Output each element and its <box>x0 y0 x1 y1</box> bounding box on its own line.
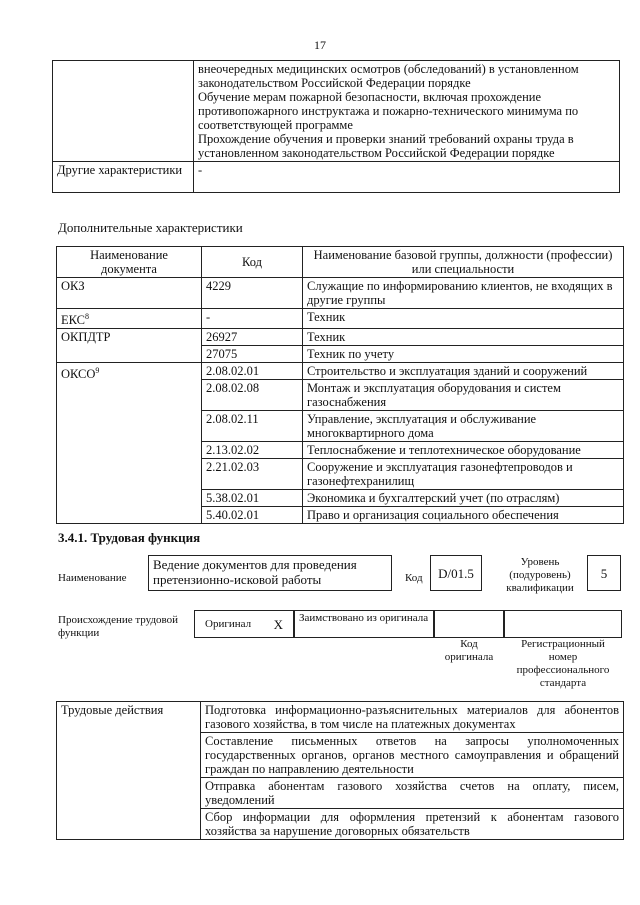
footnote-mark: 8 <box>85 312 89 321</box>
header-code: Код <box>202 247 303 278</box>
cell-code: 2.08.02.01 <box>202 363 303 380</box>
top-table <box>52 60 620 193</box>
action-item: Подготовка информационно-разъяснительных материалов для абонентов газового хозяйства, в том числе на платежных документах <box>201 702 624 733</box>
additional-title: Дополнительные характеристики <box>58 220 243 235</box>
cell-name: Техник <box>303 309 624 329</box>
cell-doc <box>57 309 202 329</box>
actions-label: Трудовые действия <box>57 702 201 840</box>
cell-code: 5.38.02.01 <box>202 490 303 507</box>
original-mark: X <box>273 616 283 632</box>
row-label: Другие характеристики <box>53 162 194 193</box>
code-label: Код <box>405 572 423 584</box>
section-title: 3.4.1. Трудовая функция <box>58 530 201 545</box>
doc-name: ОКСО <box>61 367 96 382</box>
cell-code: 27075 <box>202 346 303 363</box>
original-label: Оригинал <box>205 617 252 630</box>
cell-code: 5.40.02.01 <box>202 507 303 524</box>
cell-doc <box>57 363 202 524</box>
cell-name: Экономика и бухгалтерский учет (по отраслям) <box>303 490 624 507</box>
code-original-box <box>434 610 504 638</box>
cell-name: Монтаж и эксплуатация оборудования и систем газоснабжения <box>303 380 624 411</box>
cell-name: Техник по учету <box>303 346 624 363</box>
table-row <box>57 363 624 380</box>
table-row <box>57 329 624 346</box>
header-name: Наименование базовой группы, должности (профессии) или специальности <box>303 247 624 278</box>
original-box <box>194 610 294 638</box>
content-line: Прохождение обучения и проверки знаний требований охраны труда в установленном законодательством Российской Федерации порядке <box>198 132 574 160</box>
action-item: Отправка абонентам газового хозяйства счетов на оплату, писем, уведомлений <box>201 778 624 809</box>
header-doc: Наименование документа <box>57 247 202 278</box>
cell-code: 2.13.02.02 <box>202 442 303 459</box>
name-label: Наименование <box>58 572 127 584</box>
row-label <box>53 61 194 162</box>
cell-doc: ОКЗ <box>57 278 202 309</box>
level-value-box: 5 <box>587 555 621 591</box>
reg-number-box <box>504 610 622 638</box>
reg-number-label: Регистрационный номер профессионального стандарта <box>516 638 610 689</box>
function-name-box: Ведение документов для проведения претензионно-исковой работы <box>148 555 392 591</box>
action-item: Сбор информации для оформления претензий к абонентам газового хозяйства за нарушение договорных обязательств <box>201 809 624 840</box>
cell-code: 26927 <box>202 329 303 346</box>
additional-table <box>56 246 624 524</box>
level-label: Уровень (подуровень) квалификации <box>506 556 574 594</box>
content-line: внеочередных медицинских осмотров (обследований) в установленном законодательством Российской Федерации порядке <box>198 62 579 90</box>
cell-name: Техник <box>303 329 624 346</box>
cell-code: 2.08.02.11 <box>202 411 303 442</box>
cell-name: Строительство и эксплуатация зданий и сооружений <box>303 363 624 380</box>
row-value: - <box>194 162 620 193</box>
cell-name: Теплоснабжение и теплотехническое оборудование <box>303 442 624 459</box>
table-row <box>53 162 620 193</box>
table-row <box>57 278 624 309</box>
page-number: 17 <box>314 38 326 52</box>
code-original-label: Код оригинала <box>444 638 494 663</box>
origin-label: Происхождение трудовой функции <box>58 614 179 639</box>
cell-name: Управление, эксплуатация и обслуживание многоквартирного дома <box>303 411 624 442</box>
table-row <box>57 309 624 329</box>
cell-name: Сооружение и эксплуатация газонефтепроводов и газонефтехранилищ <box>303 459 624 490</box>
cell-code: 4229 <box>202 278 303 309</box>
cell-code: - <box>202 309 303 329</box>
table-row <box>57 702 624 733</box>
row-content <box>194 61 620 162</box>
cell-name: Право и организация социального обеспечения <box>303 507 624 524</box>
cell-code: 2.21.02.03 <box>202 459 303 490</box>
borrowed-box: Заимствовано из оригинала <box>294 610 434 638</box>
code-value-box: D/01.5 <box>430 555 482 591</box>
cell-code: 2.08.02.08 <box>202 380 303 411</box>
doc-name: ЕКС <box>61 313 85 328</box>
action-item: Составление письменных ответов на запросы уполномоченных государственных органов, органов местного самоуправления и обращений граждан по направлению деятельности <box>201 733 624 778</box>
content-line: Обучение мерам пожарной безопасности, включая прохождение противопожарного инструктажа и пожарно-технического минимума по соответствующей программе <box>198 90 579 132</box>
header-row <box>57 247 624 278</box>
cell-name: Служащие по информированию клиентов, не входящих в другие группы <box>303 278 624 309</box>
cell-doc: ОКПДТР <box>57 329 202 363</box>
actions-table <box>56 701 624 840</box>
footnote-mark: 9 <box>95 366 100 376</box>
table-row <box>53 61 620 162</box>
